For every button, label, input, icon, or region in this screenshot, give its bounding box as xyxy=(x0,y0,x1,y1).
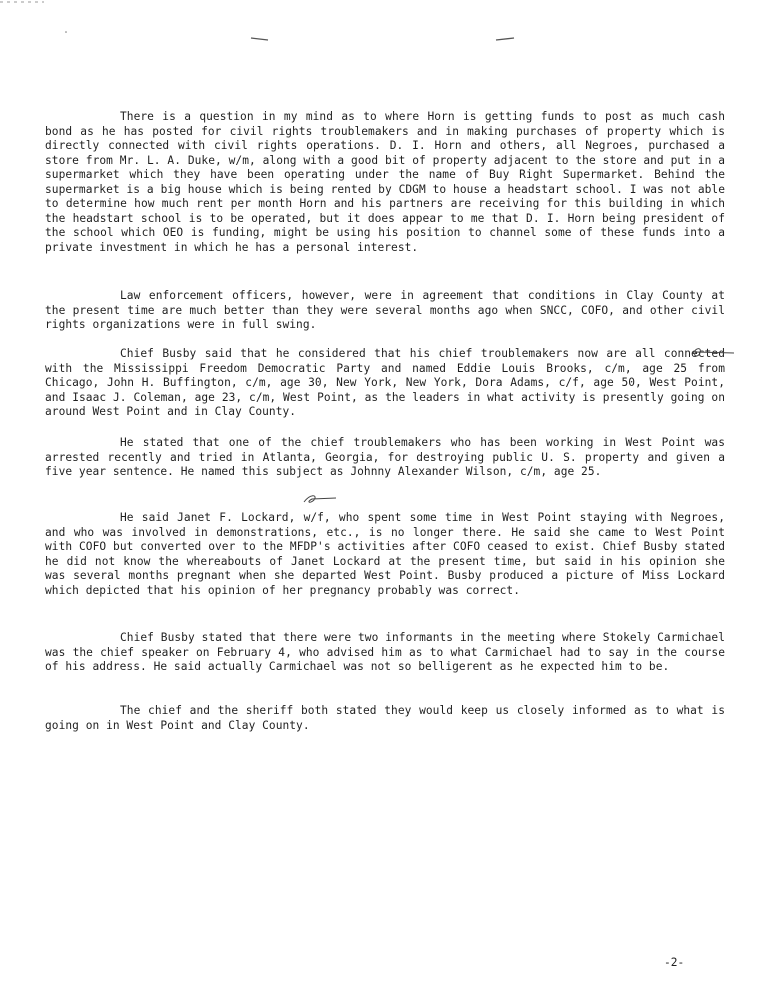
paragraph-horn-funds: There is a question in my mind as to where Horn is getting funds to post as much cash bond as he has posted for civil rights troublemakers and in making purchases of property which is directly connected with civil rights operations. D. I. Horn and others, all Negroes, purchased a store from Mr. L. A. Duke, w/m, along with a good bit of property adjacent to the store and put in a supermarket which they have been operating under the name of Buy Right Supermarket. Behind the supermarket is a big house which is being rented by CDGM to house a headstart school. I was not able to determine how much rent per month Horn and his partners are receiving for this building in which the headstart school is to be operated, but it does appear to me that D. I. Horn being president of the school which OEO is funding, might be using his position to channel some of these funds into a private investment in which he has a personal interest. xyxy=(45,110,725,254)
paragraph-closing: The chief and the sheriff both stated they would keep us closely informed as to what is going on in West Point and Clay County. xyxy=(45,704,725,732)
page-number: -2- xyxy=(664,956,685,969)
paragraph-troublemakers: Chief Busby said that he considered that his chief troublemakers now are all connected with the Mississippi Freedom Democratic Party and named Eddie Louis Brooks, c/m, age 25 from Chicago, John H. Buffington, c/m, age 30, New York, New York, Dora Adams, c/f, age 50, West Point, and Isaac J. Coleman, age 23, c/m, West Point, as the leaders in what activity is presently going on around West Point and in Clay County. xyxy=(45,347,725,418)
paragraph-informants: Chief Busby stated that there were two informants in the meeting where Stokely Carmichael was the chief speaker on February 4, who advised him as to what Carmichael had to say in the course of his address. He said actually Carmichael was not so belligerent as he expected him to be. xyxy=(45,631,725,673)
paragraph-lockard: He said Janet F. Lockard, w/f, who spent some time in West Point staying with Negroes, and who was involved in demonstrations, etc., is no longer there. He said she came to West Point with COFO but converted over to the MFDP's activities after COFO ceased to exist. Chief Busby stated he did not know the whereabouts of Janet Lockard at the present time, but said in his opinion she was several months pregnant when she departed West Point. Busby produced a picture of Miss Lockard which depicted that his opinion of her pregnancy probably was correct. xyxy=(45,511,725,597)
scan-dash-mark xyxy=(0,0,763,60)
handwritten-mark xyxy=(690,344,740,360)
handwritten-mark xyxy=(300,492,340,506)
paragraph-atlanta-arrest: He stated that one of the chief troublemakers who has been working in West Point was arrested recently and tried in Atlanta, Georgia, for destroying public U. S. property and given a five year sentence. He named this subject as Johnny Alexander Wilson, c/m, age 25. xyxy=(45,436,725,478)
paragraph-conditions: Law enforcement officers, however, were in agreement that conditions in Clay County at the present time are much better than they were several months ago when SNCC, COFO, and other civil rights organizations were in full swing. xyxy=(45,289,725,331)
